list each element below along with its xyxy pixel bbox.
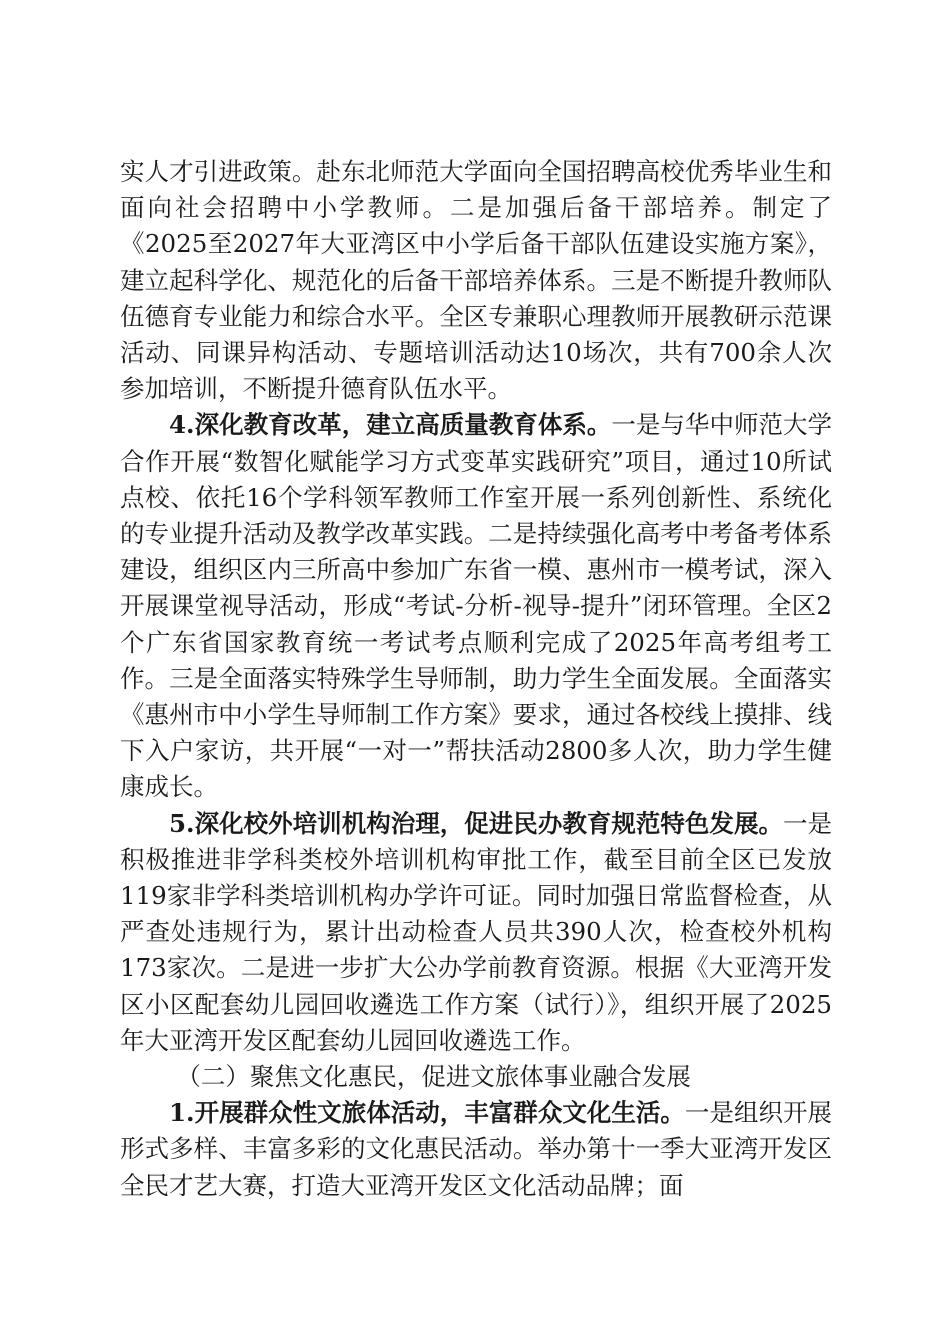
section-heading-text: （二）聚焦文化惠民，促进文旅体事业融合发展	[176, 1062, 691, 1092]
paragraph-cultural-activities	[120, 1095, 832, 1204]
paragraph-education-reform	[120, 407, 832, 805]
paragraph-talent-policy	[120, 154, 832, 407]
paragraph-text: 一是组织开展形式多样、丰富多彩的文化惠民活动。举办第十一季大亚湾开发区全民才艺大赛，打造大亚湾开发区文化活动品牌；面	[120, 1098, 833, 1200]
paragraph-training-governance	[120, 806, 832, 1059]
document-body	[120, 154, 832, 1204]
section-heading	[120, 1059, 832, 1095]
paragraph-text: 实人才引进政策。赴东北师范大学面向全国招聘高校优秀毕业生和面向社会招聘中小学教师。二是加强后备干部培养。制定了《2025至2027年大亚湾区中小学后备干部队伍建设实施方案》，建立起科学化、规范化的后备干部培养体系。三是不断提升教师队伍德育专业能力和综合水平。全区专兼职心理教师开展教研示范课活动、同课异构活动、专题培训活动达10场次，共有700余人次参加培训，不断提升德育队伍水平。	[120, 157, 832, 404]
paragraph-text: 一是积极推进非学科类校外培训机构审批工作，截至目前全区已发放119家非学科类培训机构办学许可证。同时加强日常监督检查，从严查处违规行为，累计出动检查人员共390人次，检查校外机构173家次。二是进一步扩大公办学前教育资源。根据《大亚湾开发区小区配套幼儿园回收遴选工作方案（试行）》，组织开展了2025年大亚湾开发区配套幼儿园回收遴选工作。	[120, 808, 833, 1055]
paragraph-lead: 5.深化校外培训机构治理，促进民办教育规范特色发展。	[169, 808, 783, 838]
paragraph-text: 一是与华中师范大学合作开展“数智化赋能学习方式变革实践研究”项目，通过10所试点校、依托16个学科领军教师工作室开展一系列创新性、系统化的专业提升活动及教学改革实践。二是持续强化高考中考备考体系建设，组织区内三所高中参加广东省一模、惠州市一模考试，深入开展课堂视导活动，形成“考试-分析-视导-提升”闭环管理。全区2个广东省国家教育统一考试考点顺利完成了2025年高考组考工作。三是全面落实特殊学生导师制，助力学生全面发展。全面落实《惠州市中小学生导师制工作方案》要求，通过各校线上摸排、线下入户家访，共开展“一对一”帮扶活动2800多人次，助力学生健康成长。	[120, 410, 833, 802]
paragraph-lead: 4.深化教育改革，建立高质量教育体系。	[169, 410, 612, 440]
paragraph-lead: 1.开展群众性文旅体活动，丰富群众文化生活。	[169, 1098, 685, 1128]
